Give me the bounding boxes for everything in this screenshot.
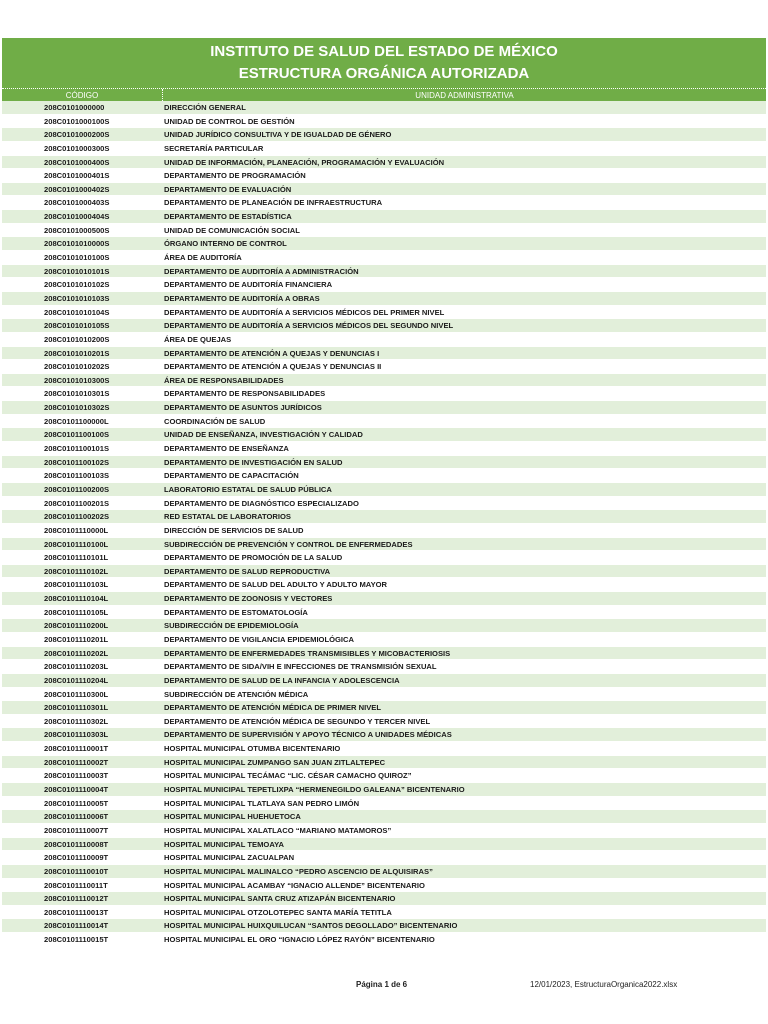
row-unit-name: DEPARTAMENTO DE AUDITORÍA A OBRAS (164, 293, 320, 303)
row-code: 208C0101110301L (44, 703, 109, 713)
row-code: 208C0101110203L (44, 662, 109, 672)
row-unit-name: DIRECCIÓN DE SERVICIOS DE SALUD (164, 525, 304, 535)
row-unit-name: RED ESTATAL DE LABORATORIOS (164, 512, 291, 522)
row-unit-name: DEPARTAMENTO DE INVESTIGACIÓN EN SALUD (164, 457, 343, 467)
table-row (2, 278, 766, 292)
row-code: 208C0101010201S (44, 348, 110, 358)
row-unit-name: DEPARTAMENTO DE PLANEACIÓN DE INFRAESTRUCTURA (164, 198, 383, 208)
column-header (2, 88, 766, 101)
table-row (2, 919, 766, 933)
row-code: 208C0101100202S (44, 512, 110, 522)
table-row (2, 879, 766, 893)
table-row (2, 701, 766, 715)
row-code: 208C0101110302L (44, 716, 109, 726)
row-unit-name: DEPARTAMENTO DE RESPONSABILIDADES (164, 389, 326, 399)
row-unit-name: HOSPITAL MUNICIPAL XALATLACO “MARIANO MATAMOROS” (164, 825, 392, 835)
row-unit-name: UNIDAD DE CONTROL DE GESTIÓN (164, 116, 295, 126)
table-row (2, 524, 766, 538)
row-code: 208C0101010101S (44, 266, 110, 276)
row-unit-name: DIRECCIÓN GENERAL (164, 103, 246, 112)
row-code: 208C0101100200S (44, 484, 110, 494)
row-code: 208C0101110204L (44, 675, 109, 685)
row-unit-name: COORDINACIÓN DE SALUD (164, 416, 266, 426)
row-unit-name: SUBDIRECCIÓN DE ATENCIÓN MÉDICA (164, 689, 309, 699)
row-unit-name: DEPARTAMENTO DE DIAGNÓSTICO ESPECIALIZADO (164, 498, 359, 508)
table-row (2, 210, 766, 224)
row-unit-name: DEPARTAMENTO DE VIGILANCIA EPIDEMIOLÓGICA (164, 634, 354, 644)
row-unit-name: DEPARTAMENTO DE SUPERVISIÓN Y APOYO TÉCNICO A UNIDADES MÉDICAS (164, 730, 452, 740)
row-code: 208C0101010202S (44, 362, 110, 372)
row-unit-name: DEPARTAMENTO DE SALUD REPRODUCTIVA (164, 566, 331, 576)
row-unit-name: DEPARTAMENTO DE PROGRAMACIÓN (164, 171, 306, 181)
table-row (2, 387, 766, 401)
row-code: 208C0101110202L (44, 648, 109, 658)
row-code: 208C0101000500S (44, 225, 110, 235)
row-code: 208C0101010104S (44, 307, 110, 317)
row-unit-name: DEPARTAMENTO DE AUDITORÍA A SERVICIOS MÉDICOS DEL SEGUNDO NIVEL (164, 321, 454, 331)
row-code: 208C0101110001T (44, 744, 109, 754)
table-row (2, 538, 766, 552)
table-row (2, 865, 766, 879)
table-row (2, 292, 766, 306)
row-unit-name: DEPARTAMENTO DE SALUD DEL ADULTO Y ADULTO MAYOR (164, 580, 388, 590)
table-row (2, 196, 766, 210)
row-code: 208C0101110008T (44, 839, 109, 849)
row-unit-name: DEPARTAMENTO DE ATENCIÓN A QUEJAS Y DENUNCIAS II (164, 362, 382, 372)
title-banner (2, 38, 766, 88)
column-header-unit: UNIDAD ADMINISTRATIVA (415, 91, 514, 100)
row-code: 208C0101100102S (44, 457, 110, 467)
row-code: 208C0101010102S (44, 280, 110, 290)
title-line-2: ESTRUCTURA ORGÁNICA AUTORIZADA (238, 65, 530, 82)
row-code: 208C0101110002T (44, 757, 109, 767)
table-row (2, 347, 766, 361)
row-code: 208C0101010000S (44, 239, 110, 249)
row-unit-name: DEPARTAMENTO DE PROMOCIÓN DE LA SALUD (164, 553, 343, 563)
table-row (2, 674, 766, 688)
row-unit-name: UNIDAD DE ENSEÑANZA, INVESTIGACIÓN Y CALIDAD (164, 430, 363, 440)
row-code: 208C0101110000L (44, 525, 109, 535)
row-code: 208C0101110005T (44, 798, 109, 808)
row-unit-name: HOSPITAL MUNICIPAL ACAMBAY “IGNACIO ALLENDE” BICENTENARIO (164, 880, 425, 890)
row-unit-name: DEPARTAMENTO DE AUDITORÍA FINANCIERA (164, 280, 333, 290)
row-code: 208C0101010302S (44, 403, 110, 413)
row-unit-name: ÁREA DE AUDITORÍA (164, 253, 242, 263)
row-code: 208C0101110303L (44, 730, 109, 740)
column-header-code: CÓDIGO (2, 89, 163, 101)
row-code: 208C0101110200L (44, 621, 109, 631)
row-code: 208C0101110003T (44, 771, 109, 781)
row-unit-name: DEPARTAMENTO DE EVALUACIÓN (164, 184, 292, 194)
row-code: 208C0101000403S (44, 198, 110, 208)
row-unit-name: DEPARTAMENTO DE ATENCIÓN MÉDICA DE PRIMER NIVEL (164, 703, 381, 713)
row-unit-name: UNIDAD DE COMUNICACIÓN SOCIAL (164, 225, 300, 235)
row-code: 208C0101110102L (44, 566, 109, 576)
table-row (2, 360, 766, 374)
table-row (2, 551, 766, 565)
table-row (2, 128, 766, 142)
row-unit-name: DEPARTAMENTO DE ENFERMEDADES TRANSMISIBLES Y MICOBACTERIOSIS (164, 648, 451, 658)
row-code: 208C0101110100L (44, 539, 109, 549)
table-row (2, 319, 766, 333)
table-row (2, 374, 766, 388)
row-code: 208C0101110300L (44, 689, 109, 699)
table-row (2, 428, 766, 442)
row-unit-name: SUBDIRECCIÓN DE EPIDEMIOLOGÍA (164, 621, 299, 631)
row-unit-name: LABORATORIO ESTATAL DE SALUD PÚBLICA (164, 484, 332, 494)
row-unit-name: DEPARTAMENTO DE CAPACITACIÓN (164, 471, 299, 481)
row-unit-name: DEPARTAMENTO DE ATENCIÓN A QUEJAS Y DENUNCIAS I (164, 348, 380, 358)
row-code: 208C0101110101L (44, 553, 109, 563)
table-row (2, 101, 766, 115)
file-info: 12/01/2023, EstructuraOrganica2022.xlsx (530, 980, 678, 989)
table-row (2, 456, 766, 470)
table-row (2, 606, 766, 620)
table-row (2, 906, 766, 920)
table-row (2, 592, 766, 606)
row-unit-name: DEPARTAMENTO DE ZOONOSIS Y VECTORES (164, 594, 333, 604)
page-number: Página 1 de 6 (356, 980, 408, 989)
row-code: 208C0101110009T (44, 853, 109, 863)
table-row (2, 183, 766, 197)
row-code: 208C0101000300S (44, 143, 110, 153)
row-code: 208C0101110006T (44, 812, 109, 822)
row-code: 208C0101110105L (44, 607, 109, 617)
row-code: 208C0101000400S (44, 157, 110, 167)
row-code: 208C0101010100S (44, 253, 110, 263)
row-unit-name: ÁREA DE QUEJAS (164, 334, 232, 344)
row-code: 208C0101000000 (44, 103, 105, 112)
table-row (2, 892, 766, 906)
row-code: 208C0101010200S (44, 334, 110, 344)
table-row (2, 824, 766, 838)
table-row (2, 715, 766, 729)
row-unit-name: SUBDIRECCIÓN DE PREVENCIÓN Y CONTROL DE ENFERMEDADES (164, 539, 413, 549)
row-unit-name: DEPARTAMENTO DE ESTOMATOLOGÍA (164, 607, 308, 617)
row-code: 208C0101110104L (44, 594, 109, 604)
row-unit-name: DEPARTAMENTO DE ATENCIÓN MÉDICA DE SEGUNDO Y TERCER NIVEL (164, 716, 431, 726)
page-footer (0, 980, 768, 994)
row-unit-name: HOSPITAL MUNICIPAL HUIXQUILUCAN “SANTOS DEGOLLADO” BICENTENARIO (164, 921, 458, 931)
table-row (2, 306, 766, 320)
table-row (2, 851, 766, 865)
table-row (2, 224, 766, 238)
row-code: 208C0101110011T (44, 880, 108, 890)
row-code: 208C0101110201L (44, 634, 109, 644)
row-unit-name: SECRETARÍA PARTICULAR (164, 143, 264, 153)
table-row (2, 756, 766, 770)
row-code: 208C0101100101S (44, 444, 110, 454)
row-unit-name: HOSPITAL MUNICIPAL OTUMBA BICENTENARIO (164, 744, 341, 754)
row-unit-name: HOSPITAL MUNICIPAL ZACUALPAN (164, 853, 295, 863)
table-row (2, 742, 766, 756)
table-row (2, 401, 766, 415)
table-row (2, 933, 766, 947)
row-code: 208C0101110007T (44, 825, 109, 835)
table-row (2, 497, 766, 511)
table-row (2, 142, 766, 156)
row-unit-name: DEPARTAMENTO DE ENSEÑANZA (164, 444, 289, 454)
table-row (2, 565, 766, 579)
row-unit-name: HOSPITAL MUNICIPAL ZUMPANGO SAN JUAN ZITLALTEPEC (164, 757, 386, 767)
row-code: 208C0101010301S (44, 389, 110, 399)
row-unit-name: HOSPITAL MUNICIPAL TEPETLIXPA “HERMENEGILDO GALEANA” BICENTENARIO (164, 785, 465, 795)
table-row (2, 442, 766, 456)
row-unit-name: UNIDAD DE INFORMACIÓN, PLANEACIÓN, PROGRAMACIÓN Y EVALUACIÓN (164, 157, 445, 167)
row-code: 208C0101000401S (44, 171, 110, 181)
table-row (2, 688, 766, 702)
table-row (2, 237, 766, 251)
table-row (2, 333, 766, 347)
row-code: 208C0101110103L (44, 580, 109, 590)
row-code: 208C0101000404S (44, 212, 110, 222)
row-unit-name: DEPARTAMENTO DE ESTADÍSTICA (164, 212, 292, 222)
row-code: 208C0101010105S (44, 321, 110, 331)
row-unit-name: HOSPITAL MUNICIPAL EL ORO “IGNACIO LÓPEZ RAYÓN” BICENTENARIO (164, 935, 435, 945)
row-unit-name: HOSPITAL MUNICIPAL OTZOLOTEPEC SANTA MARÍA TETITLA (164, 907, 392, 917)
table-row (2, 660, 766, 674)
row-code: 208C0101110014T (44, 921, 109, 931)
table-row (2, 769, 766, 783)
row-code: 208C0101110004T (44, 785, 109, 795)
table-row (2, 415, 766, 429)
table-row (2, 156, 766, 170)
row-unit-name: ÓRGANO INTERNO DE CONTROL (164, 239, 287, 249)
row-code: 208C0101010103S (44, 293, 110, 303)
row-code: 208C0101100000L (44, 416, 109, 426)
table-row (2, 633, 766, 647)
table-row (2, 483, 766, 497)
table-row (2, 469, 766, 483)
row-unit-name: DEPARTAMENTO DE ASUNTOS JURÍDICOS (164, 403, 322, 413)
table-row (2, 510, 766, 524)
row-code: 208C0101010300S (44, 375, 110, 385)
row-code: 208C0101110010T (44, 866, 109, 876)
table-row (2, 838, 766, 852)
title-line-1: INSTITUTO DE SALUD DEL ESTADO DE MÉXICO (210, 43, 558, 60)
table-row (2, 797, 766, 811)
row-unit-name: HOSPITAL MUNICIPAL SANTA CRUZ ATIZAPÁN BICENTENARIO (164, 894, 396, 904)
structure-sheet (2, 38, 766, 947)
row-code: 208C0101110012T (44, 894, 109, 904)
table-row (2, 647, 766, 661)
row-unit-name: HOSPITAL MUNICIPAL MALINALCO “PEDRO ASCENCIO DE ALQUISIRAS” (164, 866, 433, 876)
table-row (2, 169, 766, 183)
row-unit-name: HOSPITAL MUNICIPAL TLATLAYA SAN PEDRO LIMÓN (164, 798, 360, 808)
row-code: 208C0101000200S (44, 130, 110, 140)
table-row (2, 728, 766, 742)
row-unit-name: HOSPITAL MUNICIPAL TEMOAYA (164, 839, 284, 849)
row-code: 208C0101100103S (44, 471, 110, 481)
row-code: 208C0101000100S (44, 116, 110, 126)
table-row (2, 115, 766, 129)
row-unit-name: UNIDAD JURÍDICO CONSULTIVA Y DE IGUALDAD DE GÉNERO (164, 130, 392, 140)
row-unit-name: ÁREA DE RESPONSABILIDADES (164, 375, 284, 385)
row-code: 208C0101110013T (44, 907, 109, 917)
table-row (2, 783, 766, 797)
row-unit-name: DEPARTAMENTO DE AUDITORÍA A ADMINISTRACIÓN (164, 266, 359, 276)
table-row (2, 578, 766, 592)
row-unit-name: DEPARTAMENTO DE SALUD DE LA INFANCIA Y ADOLESCENCIA (164, 675, 400, 685)
row-unit-name: HOSPITAL MUNICIPAL TECÁMAC “LIC. CÉSAR CAMACHO QUIROZ” (164, 771, 412, 781)
table-row (2, 619, 766, 633)
row-unit-name: DEPARTAMENTO DE AUDITORÍA A SERVICIOS MÉDICOS DEL PRIMER NIVEL (164, 307, 445, 317)
row-unit-name: HOSPITAL MUNICIPAL HUEHUETOCA (164, 812, 301, 822)
row-unit-name: DEPARTAMENTO DE SIDA/VIH E INFECCIONES DE TRANSMISIÓN SEXUAL (164, 662, 437, 672)
row-code: 208C0101100201S (44, 498, 110, 508)
row-code: 208C0101100100S (44, 430, 110, 440)
table-row (2, 810, 766, 824)
row-code: 208C0101000402S (44, 184, 110, 194)
table-row (2, 251, 766, 265)
table-body (2, 101, 766, 947)
row-code: 208C0101110015T (44, 935, 109, 945)
table-row (2, 265, 766, 279)
